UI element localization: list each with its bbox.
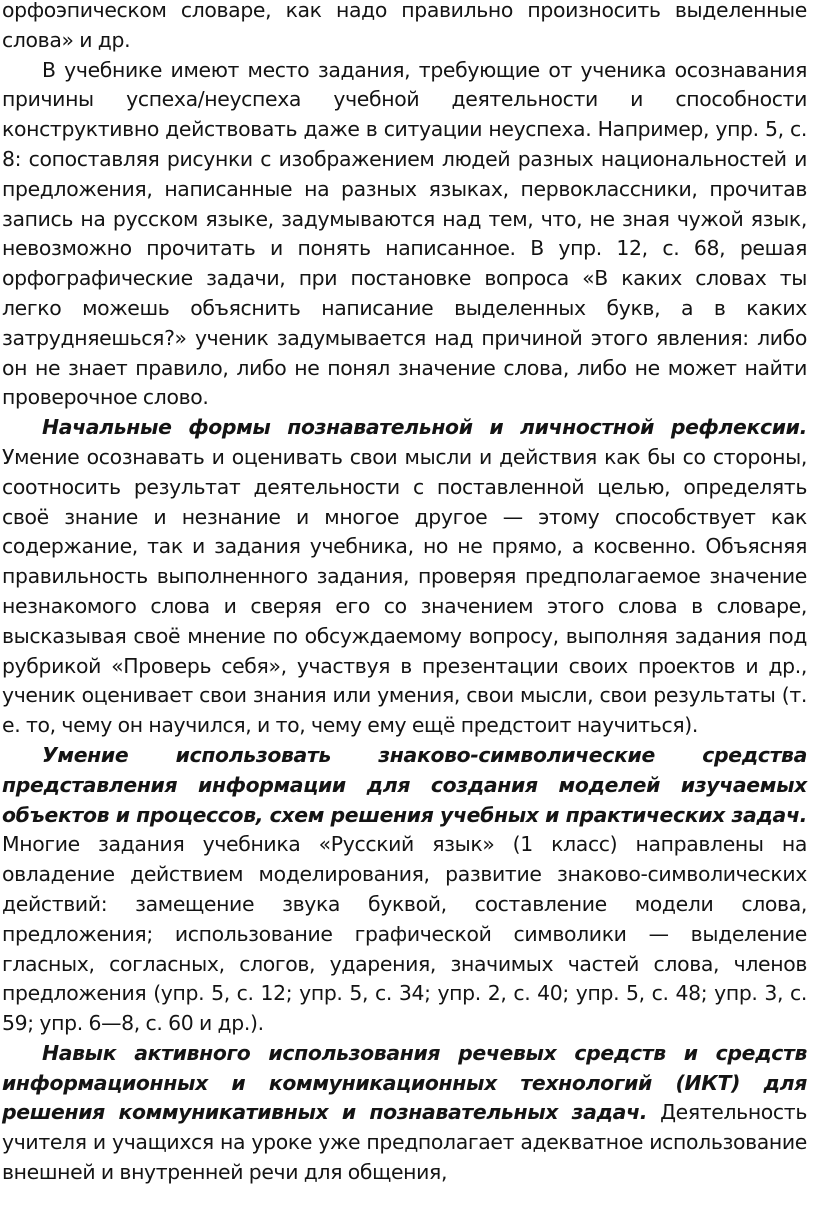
paragraph-4 xyxy=(2,741,807,1039)
paragraph-2 xyxy=(2,56,807,414)
paragraph-1 xyxy=(2,0,807,56)
paragraph-4-text: Многие задания учебника «Русский язык» (1 класс) направлены на овладение действием моделирования, развитие знаково-символических действий: замещение звука буквой, составление модели слова, предложения; использование графической символики — выделение гласных, согласных, слогов, ударения, значимых частей слова, членов предложения (упр. 5, с. 12; упр. 5, с. 34; упр. 2, с. 40; упр. 5, с. 48; упр. 3, с. 59; упр. 6—8, с. 60 и др.). xyxy=(2,832,807,1036)
paragraph-2-text: В учебнике имеют место задания, требующие от ученика осознавания причины успеха/неуспеха учебной деятельности и способности конструктивно действовать даже в ситуации неуспеха. Например, упр. 5, с. 8: сопоставляя рисунки с изображением людей разных национальностей и предложения, написанные на разных языках, первоклассники, прочитав запись на русском языке, задумываются над тем, что, не зная чужой язык, невозможно прочитать и понять написанное. В упр. 12, с. 68, решая орфографические задачи, при постановке вопроса «В каких словах ты легко можешь объяснить написание выделенных букв, а в каких затрудняешься?» ученик задумывается над причиной этого явления: либо он не знает правило, либо не понял значение слова, либо не может найти проверочное слово. xyxy=(2,57,807,410)
paragraph-5 xyxy=(2,1039,807,1188)
paragraph-5-heading: Навык активного использования речевых средств и средств информационных и коммуникационных технологий (ИКТ) для решения коммуникативных и познавательных задач. xyxy=(2,1040,807,1125)
paragraph-3-heading: Начальные формы познавательной и личностной рефлексии. xyxy=(42,415,807,440)
paragraph-3 xyxy=(2,413,807,741)
paragraph-3-text: Умение осознавать и оценивать свои мысли и действия как бы со стороны, соотносить результат деятельности с поставленной целью, определять своё знание и незнание и многое другое — этому способствует как содержание, так и задания учебника, но не прямо, а косвенно. Объясняя правильность выполненного задания, проверяя предполагаемое значение незнакомого слова и сверяя его со значением этого слова в словаре, высказывая своё мнение по обсуждаемому вопросу, выполняя задания под рубрикой «Проверь себя», участвуя в презентации своих проектов и др., ученик оценивает свои знания или умения, свои мысли, свои результаты (т. е. то, чему он научился, и то, чему ему ещё предстоит научиться). xyxy=(2,444,807,738)
paragraph-1-text: орфоэпическом словаре, как надо правильно произносить выделенные слова» и др. xyxy=(2,0,807,52)
paragraph-5-text: Деятельность учителя и учащихся на уроке уже предполагает адекватное использование внешней и внутренней речи для общения, xyxy=(2,1100,807,1185)
paragraph-4-heading: Умение использовать знаково-символические средства представления информации для создания моделей изучаемых объектов и процессов, схем решения учебных и практических задач. xyxy=(2,742,807,827)
